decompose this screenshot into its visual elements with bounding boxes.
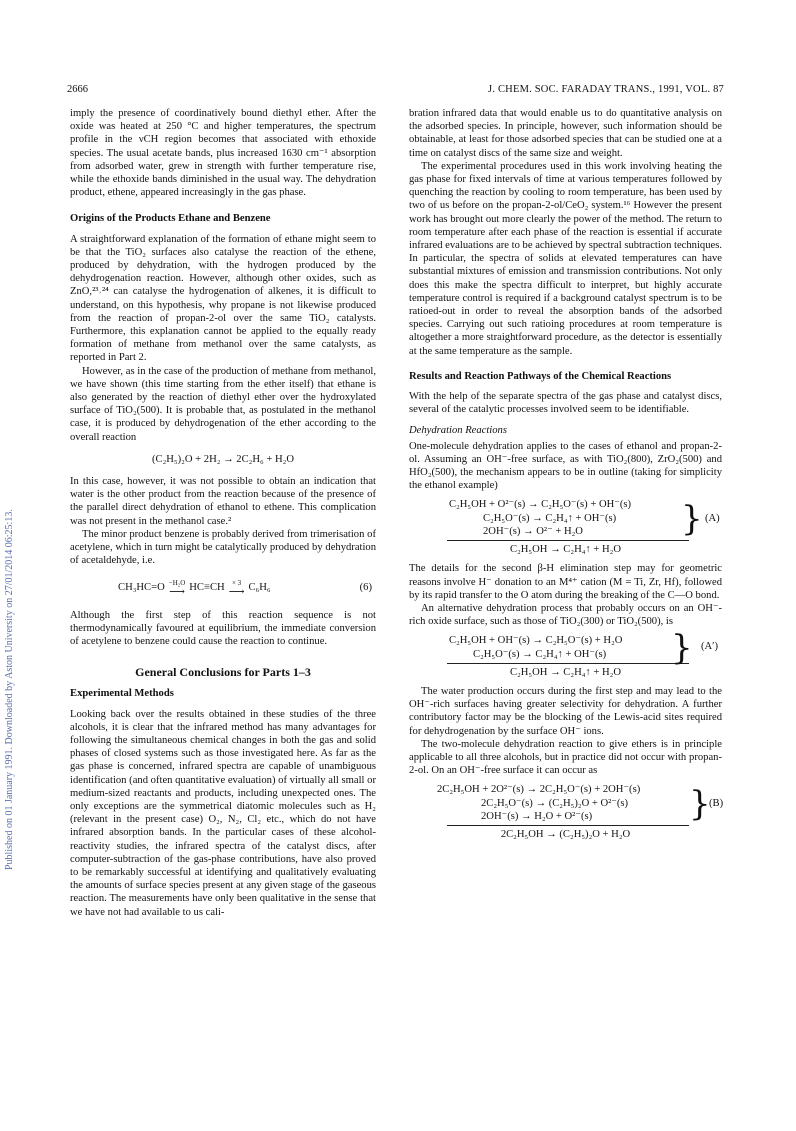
equation-tag: (A) (705, 513, 720, 525)
brace-icon: } (671, 628, 693, 669)
subsection-heading-dehydration: Dehydration Reactions (409, 425, 507, 437)
equation-line: C₂H₅OH + O²⁻(s) → C₂H₅O⁻(s) + OH⁻(s) (449, 499, 632, 511)
paragraph: With the help of the separate spectra of the gas phase and catalyst discs, several of the catalytic processes involved seem to be identifiable. (409, 391, 722, 416)
equation-line: 2C₂H₅O⁻(s) → (C₂H₅)₂O + O²⁻(s) (481, 797, 629, 809)
page-number: 2666 (67, 84, 88, 95)
equation-line: 2C₂H₅OH + 2O²⁻(s) → 2C₂H₅O⁻(s) + 2OH⁻(s) (437, 784, 641, 796)
equation-A (409, 498, 722, 556)
arrow-icon: ⟶ (228, 585, 245, 598)
paragraph: The minor product benzene is probably derived from trimerisation of acetylene, which in turn might be catalytically produced by dehydration of acetaldehyde, i.e. (70, 528, 376, 567)
equation-rule (447, 663, 689, 664)
paragraph: An alternative dehydration process that probably occurs on an OH⁻-rich oxide surface, such as those of TiO₂(300) or TiO₂(500), is (409, 602, 722, 628)
eq6-arrow-2 (229, 580, 245, 597)
paragraph: The details for the second β-H elimination step may for geometric reasons involve H⁻ donation to an M⁴⁺ cation (M = Ti, Zr, Hf), followed by its rapid transfer to the O atom during the breaking of the C—O bond. (409, 563, 722, 601)
section-heading-conclusions: General Conclusions for Parts 1–3 (135, 665, 311, 680)
equation-net: C₂H₅OH → C₂H₄↑ + H₂O (510, 666, 621, 678)
paragraph: However, as in the case of the production of methane from methanol, we have shown (this time starting from the ether itself) that ethane is also generated by the reaction of diethyl ether over the hydroxylated surface of TiO₂(500). It is probable that, as postulated in the methanol case, it is produced by dehydrogenation of the ether according to the overall reaction (70, 365, 376, 443)
equation-rule (447, 540, 689, 541)
paragraph: A straightforward explanation of the formation of ethane might seem to be that the TiO₂ surfaces also catalyse the reaction of the ethene, produced by dehydration, with the hydrogen produced by the dehydrogenation reaction. However, although other oxides, such as ZnO,²³˒²⁴ can catalyse the hydrogenation of alkenes, it is difficult to understand, on this hypothesis, why propane is not likewise produced from the reaction of propan-2-ol over the same TiO₂ catalysts. Furthermore, this explanation cannot be applied to the equally ready formation of methane from methanol over the same catalysts, as reported in Part 2. (70, 233, 376, 364)
brace-icon: } (681, 499, 703, 540)
paragraph: The two-molecule dehydration reaction to give ethers is in principle applicable to all three alcohols, but in practice did not occur with propan-2-ol. On an OH⁻-free surface it can occur as (409, 738, 722, 777)
equation-line: 2OH⁻(s) → H₂O + O²⁻(s) (481, 810, 593, 822)
paragraph: imply the presence of coordinatively bound diethyl ether. After the oxide was heated at 250 °C and higher temperatures, the spectrum profile in the νCH region becomes that associated with ethoxide species. The usual acetate bands, plus increased 1630 cm⁻¹ absorption from adsorbed water, grew in strength with further temperature rise, while the ethoxide bands diminished in the usual way. The dehydration product, ethene, appeared increasingly in the gas phase. (70, 108, 376, 199)
eq6-tag: (6) (359, 582, 372, 594)
paragraph: In this case, however, it was not possible to obtain an indication that water is the other product from the reaction because of the presence of the parallel direct dehydration of ethanol to ethene. This complication was not present in the methanol case.² (70, 476, 376, 527)
brace-icon: } (689, 784, 711, 825)
section-heading-results: Results and Reaction Pathways of the Chemical Reactions (409, 370, 672, 382)
equation-line: 2OH⁻(s) → O²⁻ + H₂O (483, 525, 583, 537)
equation-line: C₂H₅OH + OH⁻(s) → C₂H₅O⁻(s) + H₂O (449, 635, 623, 647)
paragraph: The experimental procedures used in this work involving heating the gas phase for fixed intervals of time at various temperatures followed by quenching the reaction by cooling to room temperature, has been used by two of us before on the propan-2-ol/CeO₂ system.¹⁶ However the present work has brought out more clearly the power of the method. The return to room temperature after each phase of the reaction is essential if accurate infrared evaluations are to be achieved by spectral subtraction techniques. In particular, the spectra of solids at elevated temperatures can have substantial mixtures of emission and transmission contributions. Not only does this make the spectra difficult to interpret, but highly accurate temperature control is required if a background catalyst spectrum is to be ratioed-out in order to reveal the absorption bands of the adsorbed species. Carrying out such ratioing procedures at room temperature is altogether a more straightforward procedure, as the detector is essentially at the same temperature as the sample. (409, 160, 722, 357)
left-column (70, 107, 376, 919)
equation-tag: (A′) (701, 641, 719, 653)
paragraph: One-molecule dehydration applies to the cases of ethanol and propan-2-ol. Assuming an OH⁻-free surface, as with TiO₂(800), ZrO₂(500) and HfO₂(500), the mechanism appears to be in outline (taking for simplicity the ethanol example) (409, 440, 722, 492)
subsection-heading-methods: Experimental Methods (70, 688, 174, 700)
right-column (409, 107, 722, 847)
eq6-reactant: CH₃HC=O (118, 582, 165, 594)
paragraph: Looking back over the results obtained in these studies of the three alcohols, it is clear that the infrared method has many advantages for following the simultaneous chemical changes in both the gas and solid phases of closed systems such as those investigated here. As far as the gas phase is concerned, infrared spectra are capable of unambiguous identification (and often quantitative evaluation) of virtually all small or medium-sized reactants and products, including unexpected ones. The only exceptions are the symmetrical diatomic molecules such as H₂ (relevant in the present case) O₂, N₂, Cl₂ etc., which do not have infrared absorption bands. In the particular cases of these alcohol-reactivity studies, the infrared spectra of the catalyst discs, after computer-subtraction of the gas-phase contributions, have also proved to be remarkably successful at identifying and qualitatively evaluating the amounts of surface species present at any given stage of the gaseous reaction. The measurements have only been qualitative in the sense that we have not had available to us cali- (70, 708, 376, 918)
eq6-intermediate: HC≡CH (189, 582, 225, 594)
eq6-arrow-label-1: −H₂O (168, 578, 186, 587)
equation-net: 2C₂H₅OH → (C₂H₅)₂O + H₂O (500, 828, 631, 840)
equation-ether-hydrogenation: (C₂H₅)₂O + 2H₂ → 2C₂H₆ + H₂O (152, 453, 294, 465)
equation-line: C₂H₅O⁻(s) → C₂H₄↑ + OH⁻(s) (483, 512, 617, 524)
eq6-arrow-1 (169, 580, 186, 597)
paragraph: bration infrared data that would enable us to do quantitative analysis on the adsorbed species. In principle, however, such information should be obtainable, at least for those adsorbed species that can be studied one at a time on catalyst discs of the same size and weight. (409, 108, 722, 159)
paragraph: Although the first step of this reaction sequence is not thermodynamically favoured at equilibrium, the immediate conversion of acetylene to benzene could cause the reaction to continue. (70, 609, 376, 647)
equation-line: C₂H₅O⁻(s) → C₂H₄↑ + OH⁻(s) (473, 648, 607, 660)
eq6-product: C₆H₆ (248, 582, 271, 594)
equation-A-prime (409, 628, 722, 679)
equation-rule (447, 825, 689, 826)
running-header: J. CHEM. SOC. FARADAY TRANS., 1991, VOL. 87 (488, 84, 724, 95)
equation-net: C₂H₅OH → C₂H₄↑ + H₂O (510, 544, 621, 556)
arrow-icon: ⟶ (169, 585, 185, 598)
eq6-arrow-label-2: × 3 (231, 578, 242, 587)
paragraph: The water production occurs during the first step and may lead to the OH⁻-rich surfaces having greater selectivity for dehydration. A further contributory factor may be the blocking of the Lewis-acid sites required for dehydrogenation by the surface OH⁻ ions. (409, 685, 722, 737)
equation-B (409, 783, 722, 841)
equation-tag: (B) (709, 798, 724, 810)
download-watermark: Published on 01 January 1991. Downloaded by Aston University on 27/01/2014 06:25:13. (4, 509, 15, 870)
section-heading-origins: Origins of the Products Ethane and Benzene (70, 213, 271, 225)
equation-6 (70, 580, 376, 597)
